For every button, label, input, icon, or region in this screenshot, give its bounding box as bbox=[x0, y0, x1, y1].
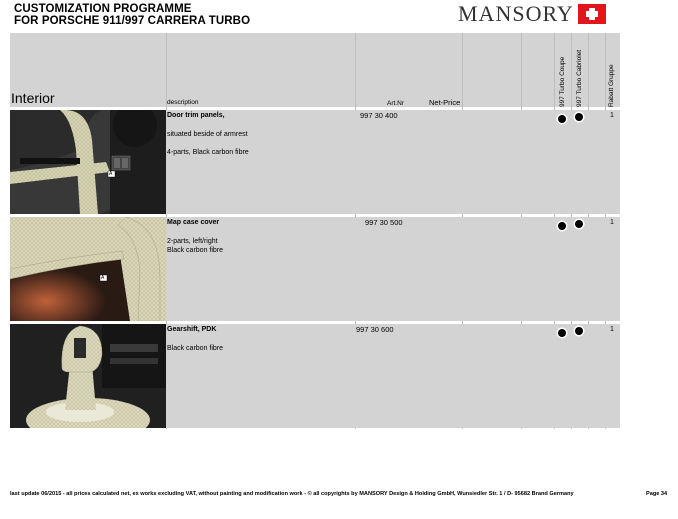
photo-marker-label: A bbox=[101, 275, 105, 281]
col-header-art-nr: Art.Nr bbox=[387, 100, 404, 107]
item-rabatt-gruppe: 1 bbox=[610, 219, 614, 226]
cabriolet-available-icon bbox=[575, 220, 583, 228]
item-description: situated beside of armrest bbox=[167, 131, 248, 138]
item-material: Black carbon fibre bbox=[167, 247, 224, 254]
coupe-available-icon bbox=[558, 329, 566, 337]
col-header-rabatt-gruppe: Rabatt Gruppe bbox=[608, 64, 615, 107]
swiss-cross-icon bbox=[578, 4, 606, 24]
product-photo-map-case bbox=[10, 217, 166, 321]
table-row bbox=[10, 217, 620, 321]
item-art-nr: 997 30 600 bbox=[356, 325, 394, 334]
brand-logo bbox=[458, 2, 606, 26]
product-photo-door-trim bbox=[10, 110, 166, 214]
photo-marker-label: A bbox=[109, 171, 113, 177]
section-title: Interior bbox=[11, 90, 55, 106]
cabriolet-available-icon bbox=[575, 113, 583, 121]
product-table bbox=[10, 33, 620, 429]
item-rabatt-gruppe: 1 bbox=[610, 326, 614, 333]
footer-text: last update 06/2015 - all prices calculated net, ex works excluding VAT, without painting and modification work - © all copyrights by MANSORY Design & Holding GmbH, Wunsiedler Str. 1 / D- 95682 Brand Germany bbox=[10, 491, 574, 497]
logo-text: MANSORY bbox=[458, 1, 574, 26]
item-rabatt-gruppe: 1 bbox=[610, 112, 614, 119]
table-row bbox=[10, 110, 620, 214]
page-number: Page 34 bbox=[646, 491, 668, 497]
product-photo-gearshift bbox=[10, 324, 166, 428]
title-line-2: FOR PORSCHE 911/997 CARRERA TURBO bbox=[14, 15, 251, 27]
cabriolet-available-icon bbox=[575, 327, 583, 335]
col-header-turbo-cabriolet: 997 Turbo Cabriolet bbox=[576, 49, 583, 107]
item-description: 2-parts, left/right bbox=[167, 238, 218, 245]
item-art-nr: 997 30 400 bbox=[360, 111, 398, 120]
item-title: Door trim panels, bbox=[167, 112, 225, 119]
item-title: Gearshift, PDK bbox=[167, 326, 217, 333]
col-header-net-price: Net-Price bbox=[429, 98, 461, 107]
col-header-turbo-coupe: 997 Turbo Coupe bbox=[559, 56, 566, 107]
item-title: Map case cover bbox=[167, 219, 220, 226]
document-title bbox=[14, 3, 250, 27]
table-header bbox=[10, 33, 620, 107]
coupe-available-icon bbox=[558, 115, 566, 123]
item-material: 4-parts, Black carbon fibre bbox=[167, 149, 249, 156]
title-line-1: CUSTOMIZATION PROGRAMME bbox=[14, 3, 192, 15]
item-art-nr: 997 30 500 bbox=[365, 218, 403, 227]
coupe-available-icon bbox=[558, 222, 566, 230]
item-material: Black carbon fibre bbox=[167, 345, 224, 352]
table-row bbox=[10, 324, 620, 428]
col-header-description: description bbox=[167, 99, 199, 106]
